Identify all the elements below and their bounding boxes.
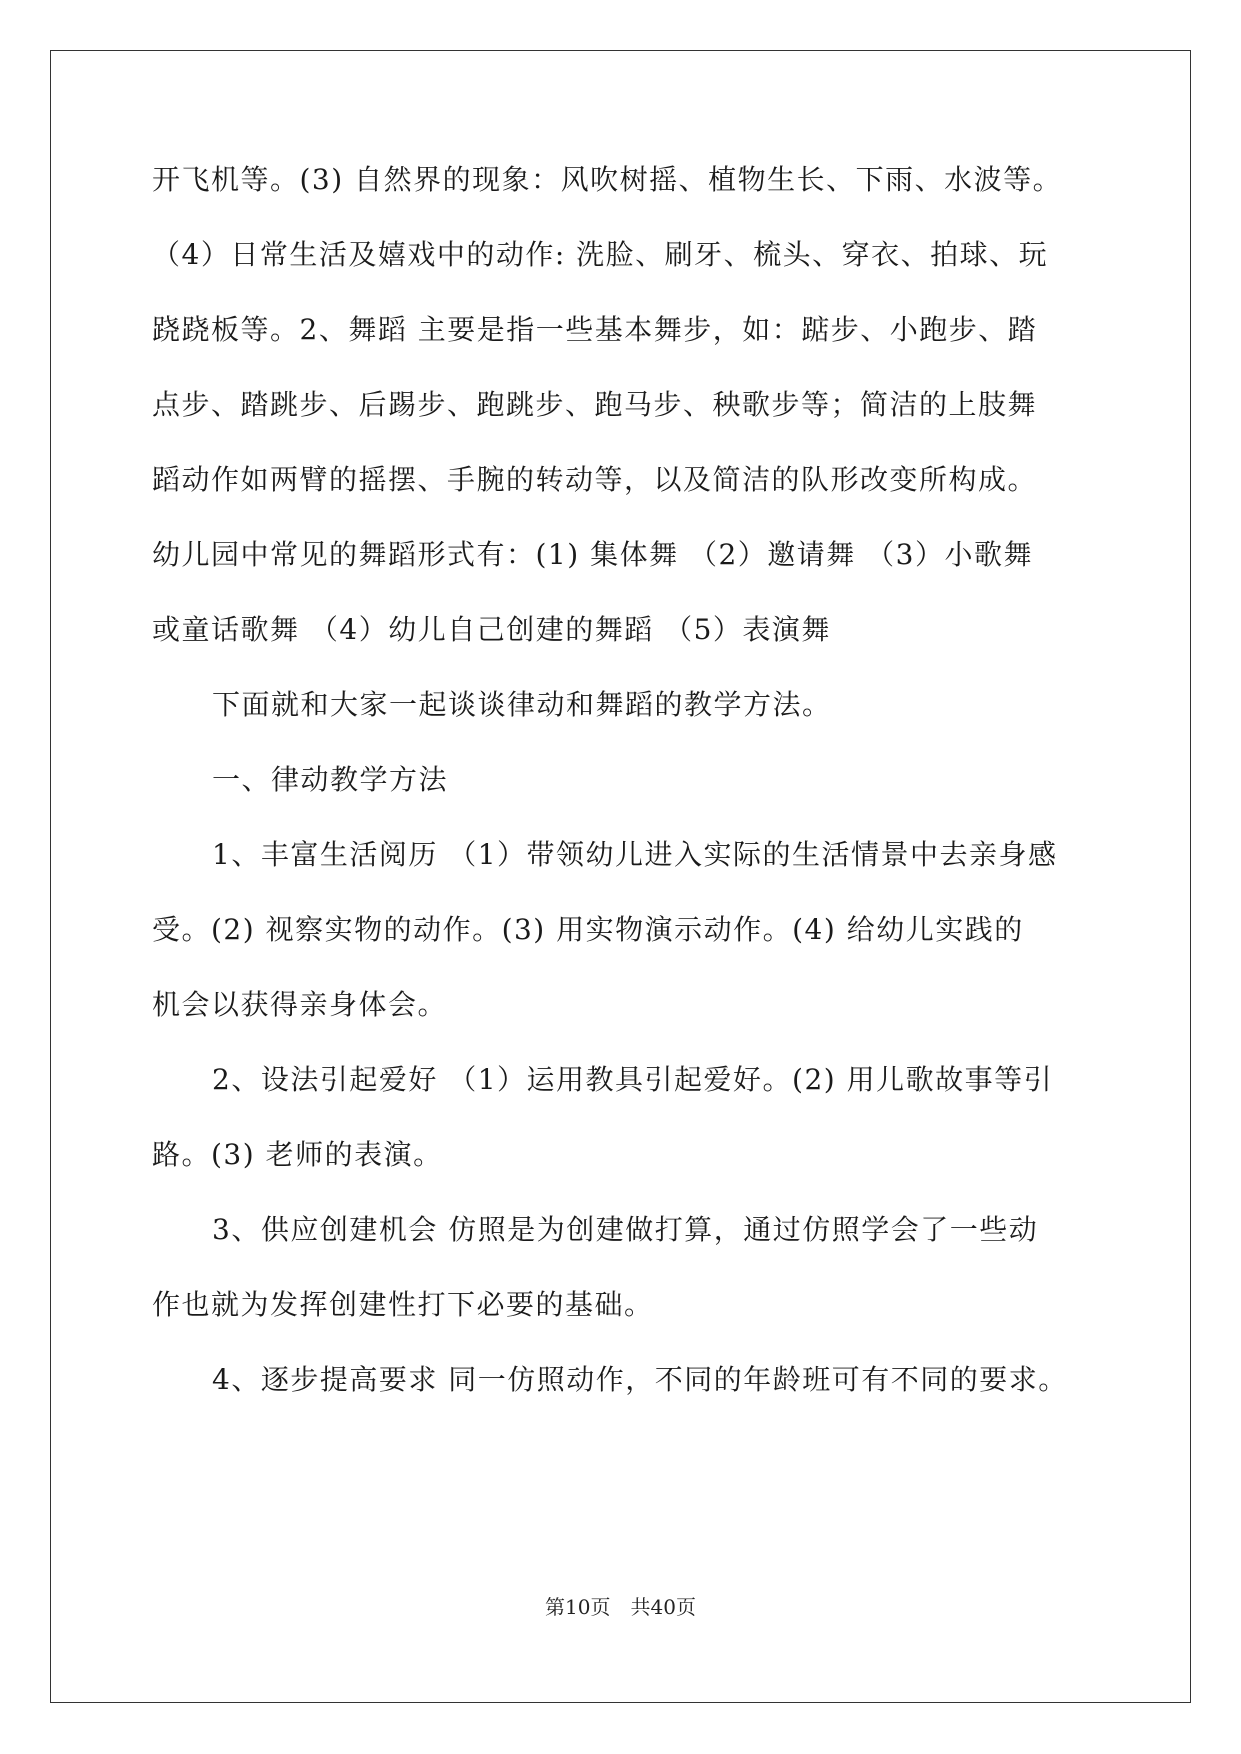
text-line: 受。(2) 视察实物的动作。(3) 用实物演示动作。(4) 给幼儿实践的 bbox=[152, 913, 1024, 946]
page-number: 第10页 bbox=[545, 1595, 611, 1619]
paragraph-line: 1、丰富生活阅历 （1）带领幼儿进入实际的生活情景中去亲身感 bbox=[212, 838, 1058, 871]
paragraph-line: 下面就和大家一起谈谈律动和舞蹈的教学方法。 bbox=[212, 688, 832, 721]
text-line: （4）日常生活及嬉戏中的动作: 洗脸、刷牙、梳头、穿衣、拍球、玩 bbox=[152, 238, 1049, 271]
text-line: 机会以获得亲身体会。 bbox=[152, 988, 448, 1021]
text-line: 蹈动作如两臂的摇摆、手腕的转动等，以及简洁的队形改变所构成。 bbox=[152, 463, 1038, 496]
paragraph-line: 2、设法引起爱好 （1）运用教具引起爱好。(2) 用儿歌故事等引 bbox=[212, 1063, 1054, 1096]
text-line: 路。(3) 老师的表演。 bbox=[152, 1138, 443, 1171]
text-line: 或童话歌舞 （4）幼儿自己创建的舞蹈 （5）表演舞 bbox=[152, 613, 831, 646]
page-total: 共40页 bbox=[630, 1595, 696, 1619]
page-footer bbox=[0, 1595, 1241, 1619]
text-line: 作也就为发挥创建性打下必要的基础。 bbox=[152, 1288, 654, 1321]
paragraph-line: 4、逐步提高要求 同一仿照动作，不同的年龄班可有不同的要求。 bbox=[212, 1363, 1068, 1396]
paragraph-line: 3、供应创建机会 仿照是为创建做打算，通过仿照学会了一些动 bbox=[212, 1213, 1039, 1246]
text-line: 幼儿园中常见的舞蹈形式有：(1) 集体舞 （2）邀请舞 （3）小歌舞 bbox=[152, 538, 1033, 571]
page-border bbox=[50, 50, 1191, 1703]
text-line: 跷跷板等。2、舞蹈 主要是指一些基本舞步，如：踮步、小跑步、踏 bbox=[152, 313, 1038, 346]
text-line: 点步、踏跳步、后踢步、跑跳步、跑马步、秧歌步等；简洁的上肢舞 bbox=[152, 388, 1038, 421]
section-heading: 一、律动教学方法 bbox=[212, 763, 449, 796]
text-line: 开飞机等。(3) 自然界的现象：风吹树摇、植物生长、下雨、水波等。 bbox=[152, 163, 1063, 196]
